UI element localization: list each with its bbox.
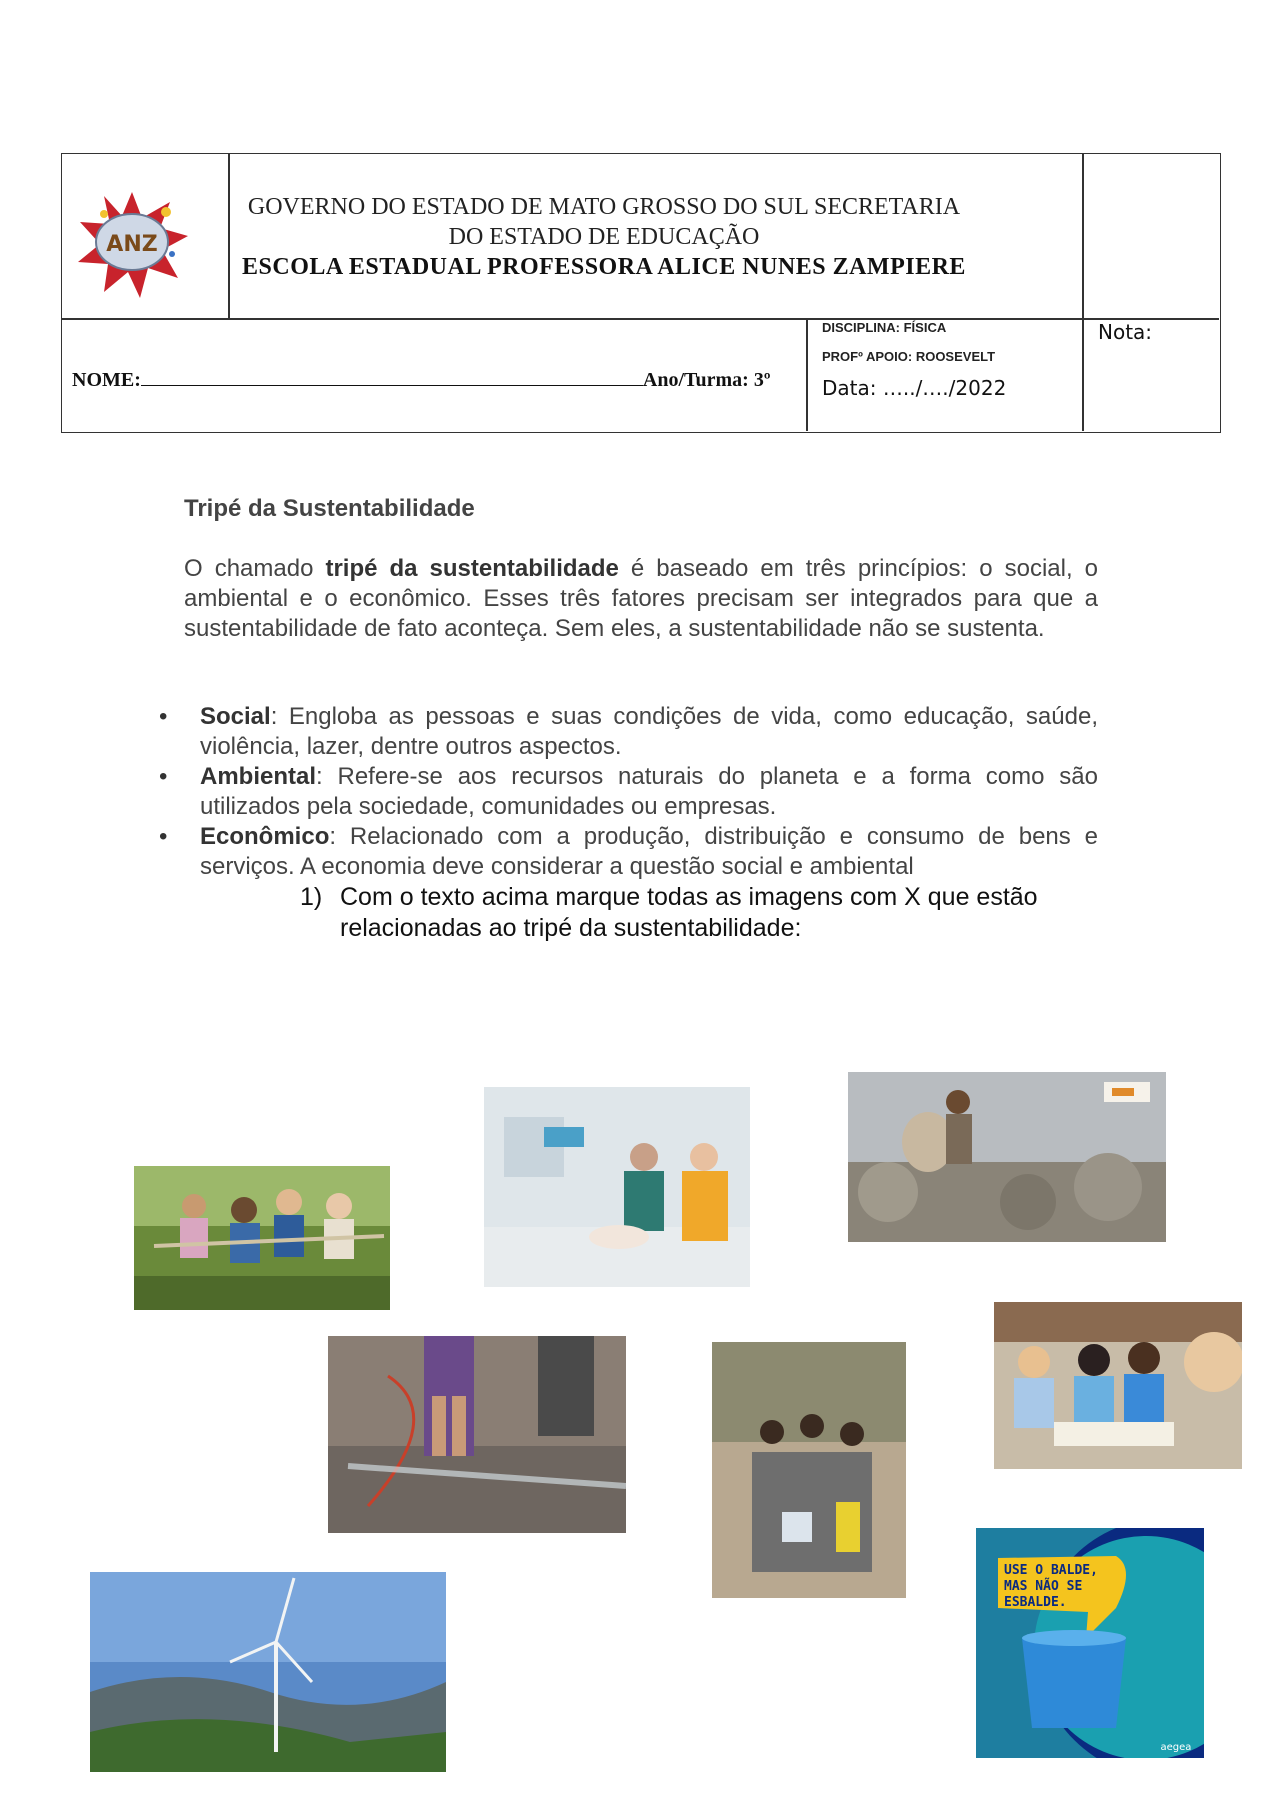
hospital-newborn-photo[interactable] bbox=[484, 1087, 750, 1287]
hose-water-waste-photo[interactable] bbox=[328, 1336, 626, 1533]
grade-field: Nota: bbox=[1098, 320, 1153, 344]
pillar-list bbox=[200, 702, 1098, 882]
teacher-label: PROFº APOIO: ROOSEVELT bbox=[822, 349, 996, 364]
school-name: ESCOLA ESTADUAL PROFESSORA ALICE NUNES ZAMPIERE bbox=[242, 254, 966, 280]
school-logo bbox=[74, 188, 190, 302]
question-number: 1) bbox=[300, 883, 323, 911]
divider bbox=[228, 154, 230, 319]
svg-text:MAS NÃO SE: MAS NÃO SE bbox=[1004, 1579, 1083, 1594]
divider bbox=[1082, 154, 1084, 431]
government-heading: GOVERNO DO ESTADO DE MATO GROSSO DO SUL SECRETARIA DO ESTADO DE EDUCAÇÃO bbox=[247, 194, 961, 250]
svg-text:aegea: aegea bbox=[1160, 1742, 1192, 1753]
question-1 bbox=[300, 882, 1080, 944]
water-saving-poster[interactable] bbox=[976, 1528, 1204, 1758]
children-dumpster-photo[interactable] bbox=[712, 1342, 906, 1598]
name-blank-line[interactable] bbox=[141, 367, 643, 386]
date-field: Data: …../…./2022 bbox=[822, 376, 1007, 400]
divider bbox=[806, 318, 808, 431]
list-item: • Econômico: Relacionado com a produção, distribuição e consumo de bens e serviços. A economia deve considerar a questão social e ambiental bbox=[200, 822, 1098, 882]
discipline-label: DISCIPLINA: FÍSICA bbox=[822, 320, 947, 335]
children-reading-photo[interactable] bbox=[994, 1302, 1242, 1469]
question-text: Com o texto acima marque todas as imagens com X que estão relacionadas ao tripé da sustentabilidade: bbox=[340, 883, 1038, 942]
wind-turbine-photo[interactable] bbox=[90, 1572, 446, 1772]
list-item: • Ambiental: Refere-se aos recursos naturais do planeta e a forma como são utilizados pela sociedade, comunidades ou empresas. bbox=[200, 762, 1098, 822]
divider bbox=[62, 318, 1219, 320]
intro-emphasis: tripé da sustentabilidade bbox=[325, 555, 619, 582]
class-label: Ano/Turma: 3º bbox=[642, 369, 771, 391]
child-landfill-photo[interactable] bbox=[848, 1072, 1166, 1242]
svg-text:ANZ: ANZ bbox=[106, 232, 158, 257]
children-playing-photo[interactable] bbox=[134, 1166, 390, 1310]
page-title: Tripé da Sustentabilidade bbox=[184, 495, 475, 522]
header-table bbox=[61, 153, 1221, 433]
svg-text:ESBALDE.: ESBALDE. bbox=[1004, 1595, 1067, 1610]
list-item: • Social: Engloba as pessoas e suas condições de vida, como educação, saúde, violência, lazer, dentre outros aspectos. bbox=[200, 702, 1098, 762]
svg-text:USE O BALDE,: USE O BALDE, bbox=[1004, 1563, 1098, 1578]
name-field: NOME: Ano/Turma: 3º bbox=[72, 369, 771, 391]
intro-paragraph: O chamado tripé da sustentabilidade é baseado em três princípios: o social, o ambiental e o econômico. Esses três fatores precisam ser integrados para que a sustentabilidade de fato aconteça. Sem eles, a sustentabilidade não se sustenta. bbox=[184, 555, 1099, 642]
